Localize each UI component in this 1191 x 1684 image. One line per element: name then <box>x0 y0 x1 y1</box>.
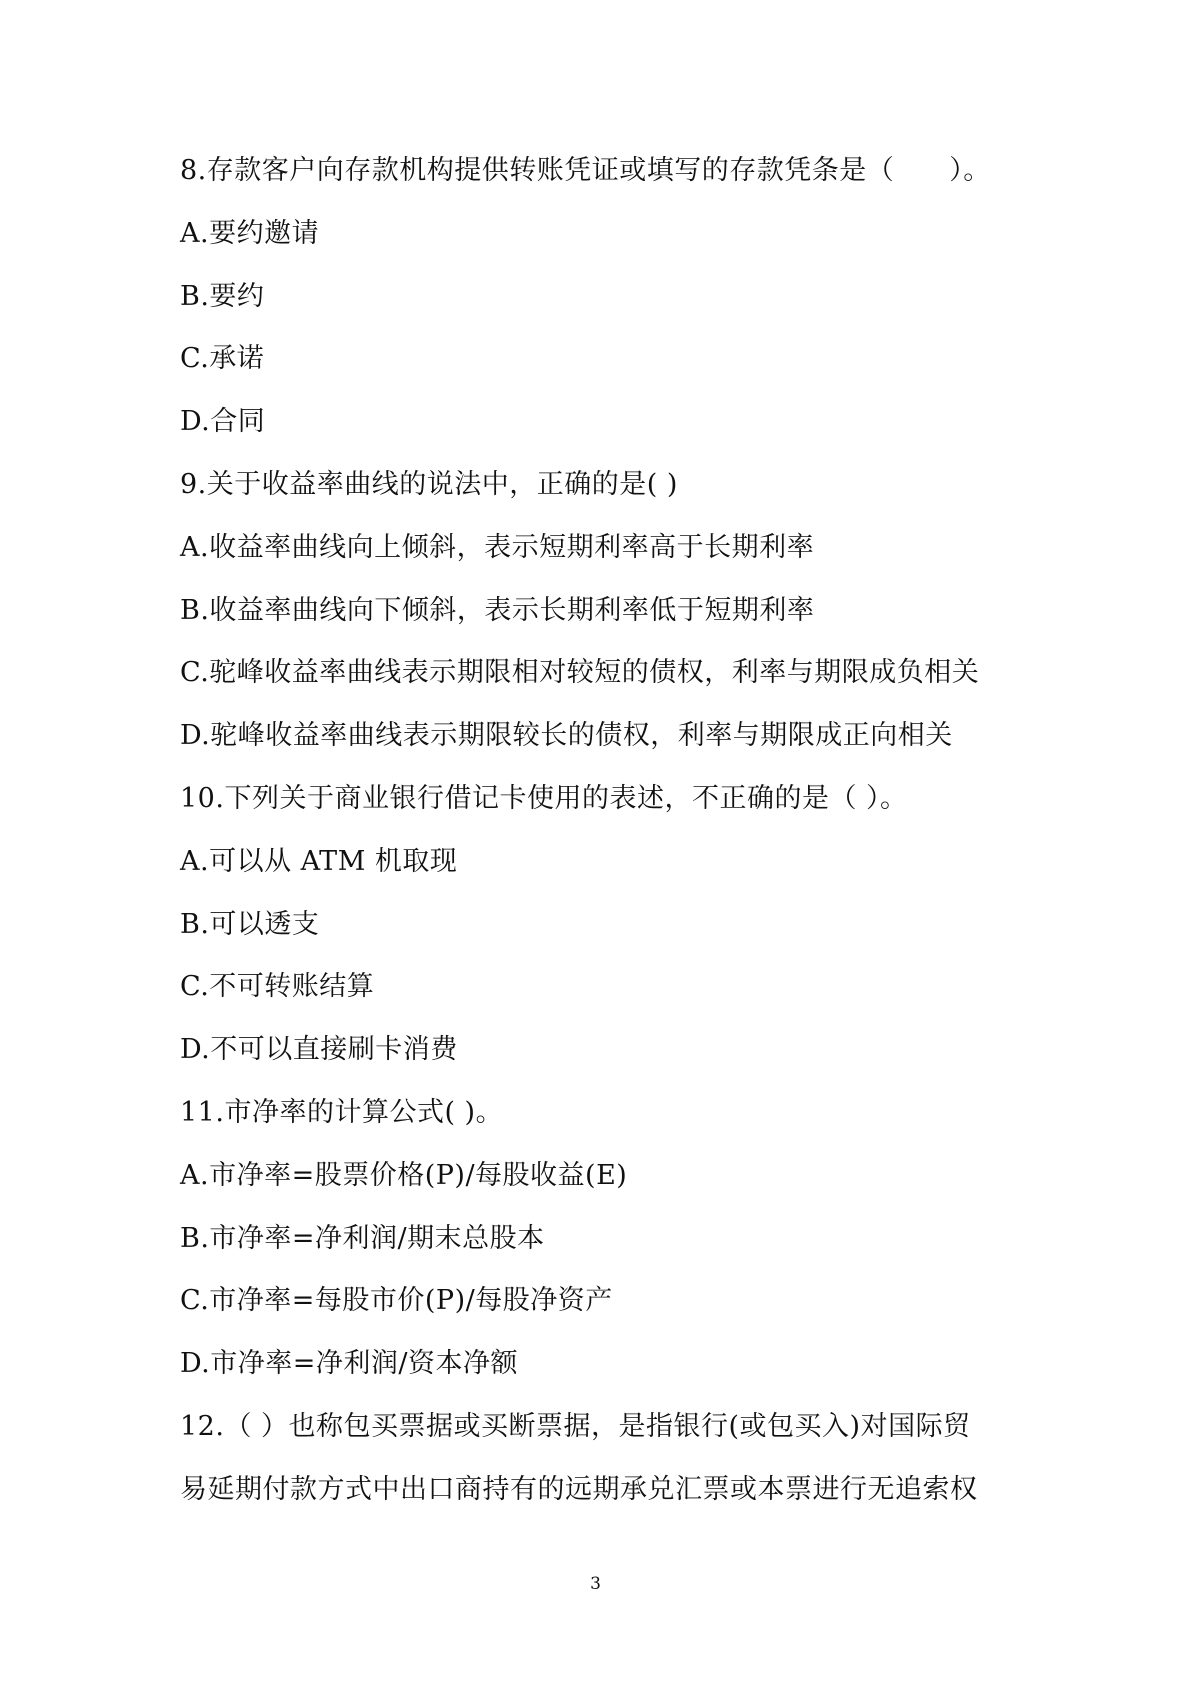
question-10-option-d: D.不可以直接刷卡消费 <box>180 1034 458 1066</box>
question-8-option-b: B.要约 <box>180 280 265 312</box>
question-8-option-a: A.要约邀请 <box>180 217 320 249</box>
question-9-option-c: C.驼峰收益率曲线表示期限相对较短的债权，利率与期限成负相关 <box>180 657 980 689</box>
question-8-option-d: D.合同 <box>180 406 266 438</box>
question-12-line-2: 易延期付款方式中出口商持有的远期承兑汇票或本票进行无追索权 <box>180 1473 978 1505</box>
question-12-line-1: 12.（ ）也称包买票据或买断票据，是指银行(或包买入)对国际贸 <box>180 1410 971 1442</box>
question-9-stem: 9.关于收益率曲线的说法中，正确的是( ) <box>180 468 678 500</box>
question-10-option-b: B.可以透支 <box>180 908 320 940</box>
question-9-option-b: B.收益率曲线向下倾斜，表示长期利率低于短期利率 <box>180 594 815 626</box>
question-11-option-a: A.市净率=股票价格(P)/每股收益(E) <box>180 1159 628 1191</box>
question-11-option-b: B.市净率=净利润/期末总股本 <box>180 1222 545 1254</box>
question-8-stem: 8.存款客户向存款机构提供转账凭证或填写的存款凭条是（ ）。 <box>180 155 991 186</box>
question-11-stem: 11.市净率的计算公式( )。 <box>180 1096 504 1128</box>
question-10-option-c: C.不可转账结算 <box>180 971 375 1003</box>
page-number: 3 <box>590 1574 601 1594</box>
question-11-option-c: C.市净率=每股市价(P)/每股净资产 <box>180 1285 613 1317</box>
question-9-option-d: D.驼峰收益率曲线表示期限较长的债权，利率与期限成正向相关 <box>180 720 953 752</box>
question-10-stem: 10.下列关于商业银行借记卡使用的表述，不正确的是（ ）。 <box>180 782 908 814</box>
page-content <box>180 140 1040 1522</box>
question-10-option-a: A.可以从 ATM 机取现 <box>180 845 458 877</box>
question-11-option-d: D.市净率=净利润/资本净额 <box>180 1348 518 1380</box>
question-8-option-c: C.承诺 <box>180 343 265 375</box>
question-9-option-a: A.收益率曲线向上倾斜，表示短期利率高于长期利率 <box>180 531 815 563</box>
